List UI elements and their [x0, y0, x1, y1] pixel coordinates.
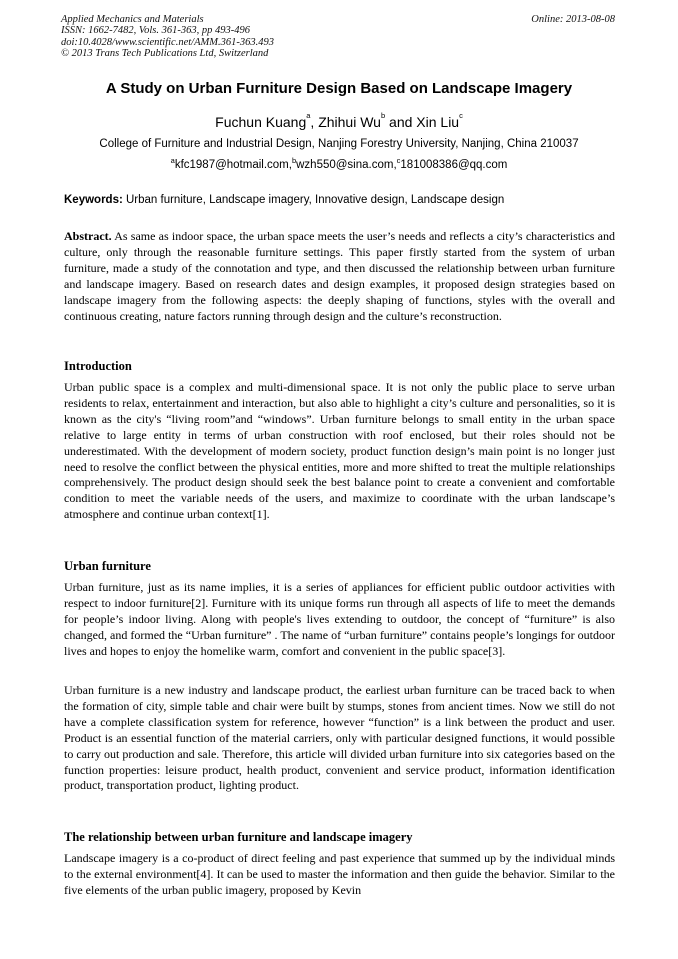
section-heading: Urban furniture [64, 559, 151, 573]
paper-title: A Study on Urban Furniture Design Based on Landscape Imagery [105, 80, 573, 97]
journal-doi: doi:10.4028/www.scientific.net/AMM.361-363.493 [61, 36, 274, 48]
journal-issn: ISSN: 1662-7482, Vols. 361-363, pp 493-496 [61, 25, 250, 37]
online-date: Online: 2013-08-08 [531, 14, 615, 25]
paragraph: Landscape imagery is a co-product of direct feeling and past experience that summed up by the individual minds to the external environment[4]. It can be used to master the information and then guide the behavior. Similar to the five elements of the urban public imagery, proposed by Kevin [64, 851, 615, 897]
author-name: Zhihui Wu [318, 114, 381, 130]
author-name: Fuchun Kuang [215, 114, 307, 130]
email-address[interactable]: kfc1987@hotmail.com, [174, 159, 292, 171]
keywords-text: Urban furniture, Landscape imagery, Innovative design, Landscape design [126, 194, 505, 206]
author-affil-mark: b [380, 111, 386, 120]
section-heading: The relationship between urban furniture and landscape imagery [64, 830, 413, 844]
journal-copyright: © 2013 Trans Tech Publications Ltd, Switzerland [61, 47, 269, 59]
abstract-label: Abstract. [64, 229, 112, 243]
keywords-label: Keywords: [64, 194, 123, 206]
abstract-text: As same as indoor space, the urban space meets the user’s needs and reflects a city’s characteristics and culture, only through the reasonable furniture settings. This paper firstly started from the system of urban furniture, made a study of the connotation and type, and then discussed the relationship between urban furniture and landscape imagery. Based on research dates and design examples, it proposed design strategies based on landscape imagery from the following aspects: the deeply shaping of functions, styles with the overall and continuous creating, nature factors running through design and the culture’s reconstruction. [64, 229, 616, 323]
section-body [64, 851, 615, 899]
author-affil-mark: a [306, 111, 311, 120]
email-mark: b [291, 156, 297, 165]
author-affil-mark: c [459, 111, 463, 120]
email-mark: c [396, 156, 401, 165]
journal-name: Applied Mechanics and Materials [61, 14, 204, 25]
paragraph: Urban public space is a complex and multi-dimensional space. It is not only the public place to serve urban residents to relax, entertainment and interaction, but also able to highlight a city’s culture and personalities, so it is known as the city's “living room”and “windows”. Urban furniture belongs to small entity in the urban space relative to large entity in terms of urban construction with roof enclosed, but their roles should not be underestimated. With the development of modern society, product function design’s main point is no longer just need to resolve the conflict between the physical entities, more and more shifted to treat the multiple relationships comprehensively. The product design should seek the best balance point to create a convenient and comfortable condition to meet the variable needs of the users, and maximize to coordinate with the urban landscape’s atmosphere and continue urban context[1]. [64, 380, 615, 522]
keywords [64, 194, 616, 206]
email-mark: a [170, 156, 175, 165]
journal-header [61, 14, 615, 59]
section-body [64, 580, 615, 660]
author-list: Fuchun Kuang$^a$, Zhihui Wu$^b$ and Xin Liu$^c$ [215, 111, 463, 130]
email-address[interactable]: 181008386@qq.com [400, 159, 508, 171]
email-list [0, 156, 678, 171]
abstract [64, 229, 615, 324]
author-name: Xin Liu [416, 114, 460, 130]
section-body [64, 380, 615, 523]
section-body [64, 683, 615, 794]
affiliation: College of Furniture and Industrial Design, Nanjing Forestry University, Nanjing, China 210037 [99, 138, 579, 150]
paragraph: Urban furniture is a new industry and landscape product, the earliest urban furniture can be traced back to when the formation of city, simple table and chair were built by stumps, stones from ancient times. Now we still do not have a complete classification system for reference, however “function” is a link between the product and user. Product is an essential function of the material carriers, only with particular designed functions, it would possible to carry out production and sale. Therefore, this article will divided urban furniture into six categories based on the function properties: leisure product, health product, convenient and service product, information identification product, transportation product, lighting product. [64, 683, 615, 793]
email-address[interactable]: wzh550@sina.com, [296, 159, 397, 171]
section-heading: Introduction [64, 359, 132, 373]
paragraph: Urban furniture, just as its name implies, it is a series of appliances for efficient public outdoor activities with respect to indoor furniture[2]. Furniture with its unique forms run through all aspects of life to meet the demands for people’s indoor living. Along with people's lives extending to outdoor, the concept of “furniture” is also changed, and formed the “Urban furniture” . The name of “urban furniture” contains people’s longings for outdoor lives and hopes to enjoy the homelike warm, comfort and convenient in the public space[3]. [64, 580, 615, 658]
